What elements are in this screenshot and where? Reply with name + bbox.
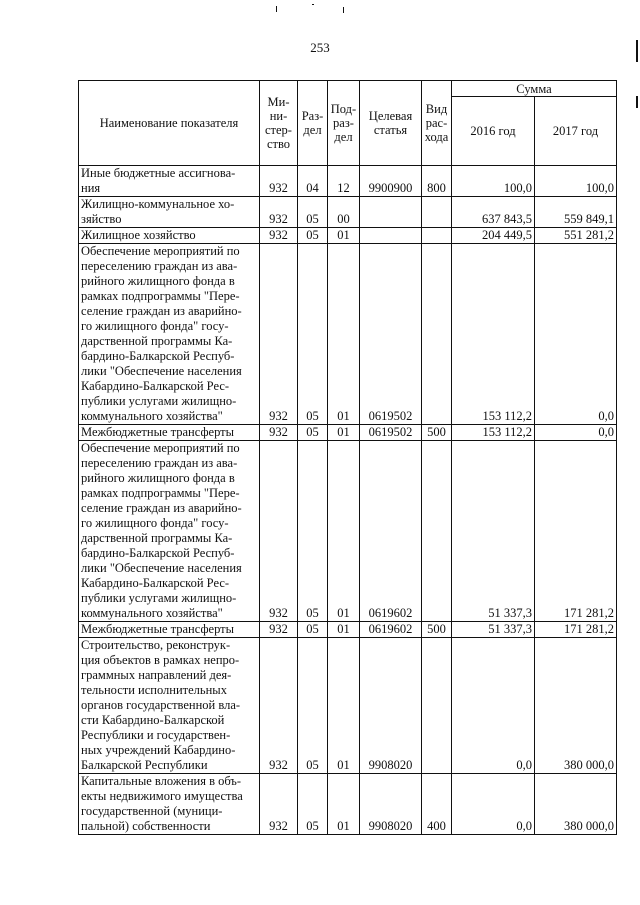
- row-expense-type: [422, 197, 452, 228]
- row-target: 0619502: [360, 425, 422, 441]
- row-ministry: 932: [260, 638, 298, 774]
- row-section: 05: [298, 197, 328, 228]
- table-row: [79, 166, 617, 197]
- row-subsection: 01: [328, 638, 360, 774]
- row-expense-type: [422, 638, 452, 774]
- row-expense-type: 400: [422, 774, 452, 835]
- row-ministry: 932: [260, 425, 298, 441]
- row-subsection: 00: [328, 197, 360, 228]
- row-2017: 380 000,0: [535, 638, 617, 774]
- row-2016: 153 112,2: [452, 244, 535, 425]
- row-name: Капитальные вложения в объ- екты недвижимого имущества государственной (муници- пальной) собственности: [79, 774, 260, 835]
- header-subsection: Под- раз- дел: [328, 81, 360, 166]
- row-2016: 100,0: [452, 166, 535, 197]
- header-name: Наименование показателя: [79, 81, 260, 166]
- row-ministry: 932: [260, 622, 298, 638]
- scan-mark-top-mid: [312, 4, 314, 5]
- row-2016: 0,0: [452, 774, 535, 835]
- table-row: [79, 197, 617, 228]
- row-ministry: 932: [260, 197, 298, 228]
- row-subsection: 01: [328, 774, 360, 835]
- row-name: Жилищно-коммунальное хо- зяйство: [79, 197, 260, 228]
- row-2016: 204 449,5: [452, 228, 535, 244]
- row-2017: 171 281,2: [535, 622, 617, 638]
- row-target: 9908020: [360, 774, 422, 835]
- row-target: 9908020: [360, 638, 422, 774]
- row-2017: 559 849,1: [535, 197, 617, 228]
- row-section: 05: [298, 425, 328, 441]
- row-subsection: 01: [328, 425, 360, 441]
- row-2016: 153 112,2: [452, 425, 535, 441]
- row-section: 05: [298, 244, 328, 425]
- row-name: Межбюджетные трансферты: [79, 622, 260, 638]
- row-ministry: 932: [260, 441, 298, 622]
- row-expense-type: [422, 228, 452, 244]
- row-section: 05: [298, 228, 328, 244]
- row-name: Обеспечение мероприятий по переселению граждан из ава- рийного жилищного фонда в рамках подпрограммы "Пере- селение граждан из аварийно- го жилищного фонда" госу- дарственной программы Ка- бардино-Балкарской Респуб- лики "Обеспечение населения Кабардино-Балкарской Рес- публики услугами жилищно- коммунального хозяйства": [79, 441, 260, 622]
- table-row: [79, 244, 617, 425]
- row-subsection: 01: [328, 228, 360, 244]
- scan-mark-top-left: [276, 6, 277, 12]
- table-header: [79, 81, 617, 166]
- row-expense-type: 800: [422, 166, 452, 197]
- row-2017: 0,0: [535, 425, 617, 441]
- row-ministry: 932: [260, 228, 298, 244]
- row-expense-type: [422, 441, 452, 622]
- row-section: 04: [298, 166, 328, 197]
- header-target: Целевая статья: [360, 81, 422, 166]
- row-2017: 100,0: [535, 166, 617, 197]
- row-name: Жилищное хозяйство: [79, 228, 260, 244]
- row-expense-type: 500: [422, 622, 452, 638]
- header-ministry: Ми- ни- стер- ство: [260, 81, 298, 166]
- row-subsection: 01: [328, 441, 360, 622]
- row-subsection: 01: [328, 244, 360, 425]
- scan-mark-top-right: [343, 7, 344, 13]
- row-ministry: 932: [260, 774, 298, 835]
- row-2016: 0,0: [452, 638, 535, 774]
- row-section: 05: [298, 441, 328, 622]
- row-name: Строительство, реконструк- ция объектов в рамках непро- граммных направлений дея- тельности исполнительных органов государственной вла- сти Кабардино-Балкарской Республики и государствен- ных учреждений Кабардино- Балкарской Республики: [79, 638, 260, 774]
- table-row: [79, 441, 617, 622]
- row-target: [360, 228, 422, 244]
- row-target: 9900900: [360, 166, 422, 197]
- header-expense-type: Вид рас- хода: [422, 81, 452, 166]
- scan-mark-right-edge-2: [636, 96, 638, 108]
- row-section: 05: [298, 622, 328, 638]
- table-row: [79, 425, 617, 441]
- row-2017: 551 281,2: [535, 228, 617, 244]
- budget-table: [78, 80, 617, 835]
- table-row: [79, 228, 617, 244]
- row-subsection: 01: [328, 622, 360, 638]
- row-target: 0619502: [360, 244, 422, 425]
- row-subsection: 12: [328, 166, 360, 197]
- row-ministry: 932: [260, 244, 298, 425]
- table-row: [79, 638, 617, 774]
- row-name: Обеспечение мероприятий по переселению граждан из ава- рийного жилищного фонда в рамках подпрограммы "Пере- селение граждан из аварийно- го жилищного фонда" госу- дарственной программы Ка- бардино-Балкарской Респуб- лики "Обеспечение населения Кабардино-Балкарской Рес- публики услугами жилищно- коммунального хозяйства": [79, 244, 260, 425]
- row-target: 0619602: [360, 622, 422, 638]
- table-body: [79, 166, 617, 835]
- row-2016: 51 337,3: [452, 441, 535, 622]
- row-target: 0619602: [360, 441, 422, 622]
- table-row: [79, 774, 617, 835]
- row-target: [360, 197, 422, 228]
- header-2016: 2016 год: [452, 97, 535, 166]
- row-expense-type: 500: [422, 425, 452, 441]
- header-sum: Сумма: [452, 81, 617, 97]
- row-name: Иные бюджетные ассигнова- ния: [79, 166, 260, 197]
- row-2017: 171 281,2: [535, 441, 617, 622]
- row-expense-type: [422, 244, 452, 425]
- row-2017: 380 000,0: [535, 774, 617, 835]
- page-number: 253: [310, 40, 330, 55]
- row-name: Межбюджетные трансферты: [79, 425, 260, 441]
- header-section: Раз- дел: [298, 81, 328, 166]
- table-row: [79, 622, 617, 638]
- row-ministry: 932: [260, 166, 298, 197]
- row-2017: 0,0: [535, 244, 617, 425]
- header-2017: 2017 год: [535, 97, 617, 166]
- row-section: 05: [298, 638, 328, 774]
- row-2016: 51 337,3: [452, 622, 535, 638]
- row-2016: 637 843,5: [452, 197, 535, 228]
- row-section: 05: [298, 774, 328, 835]
